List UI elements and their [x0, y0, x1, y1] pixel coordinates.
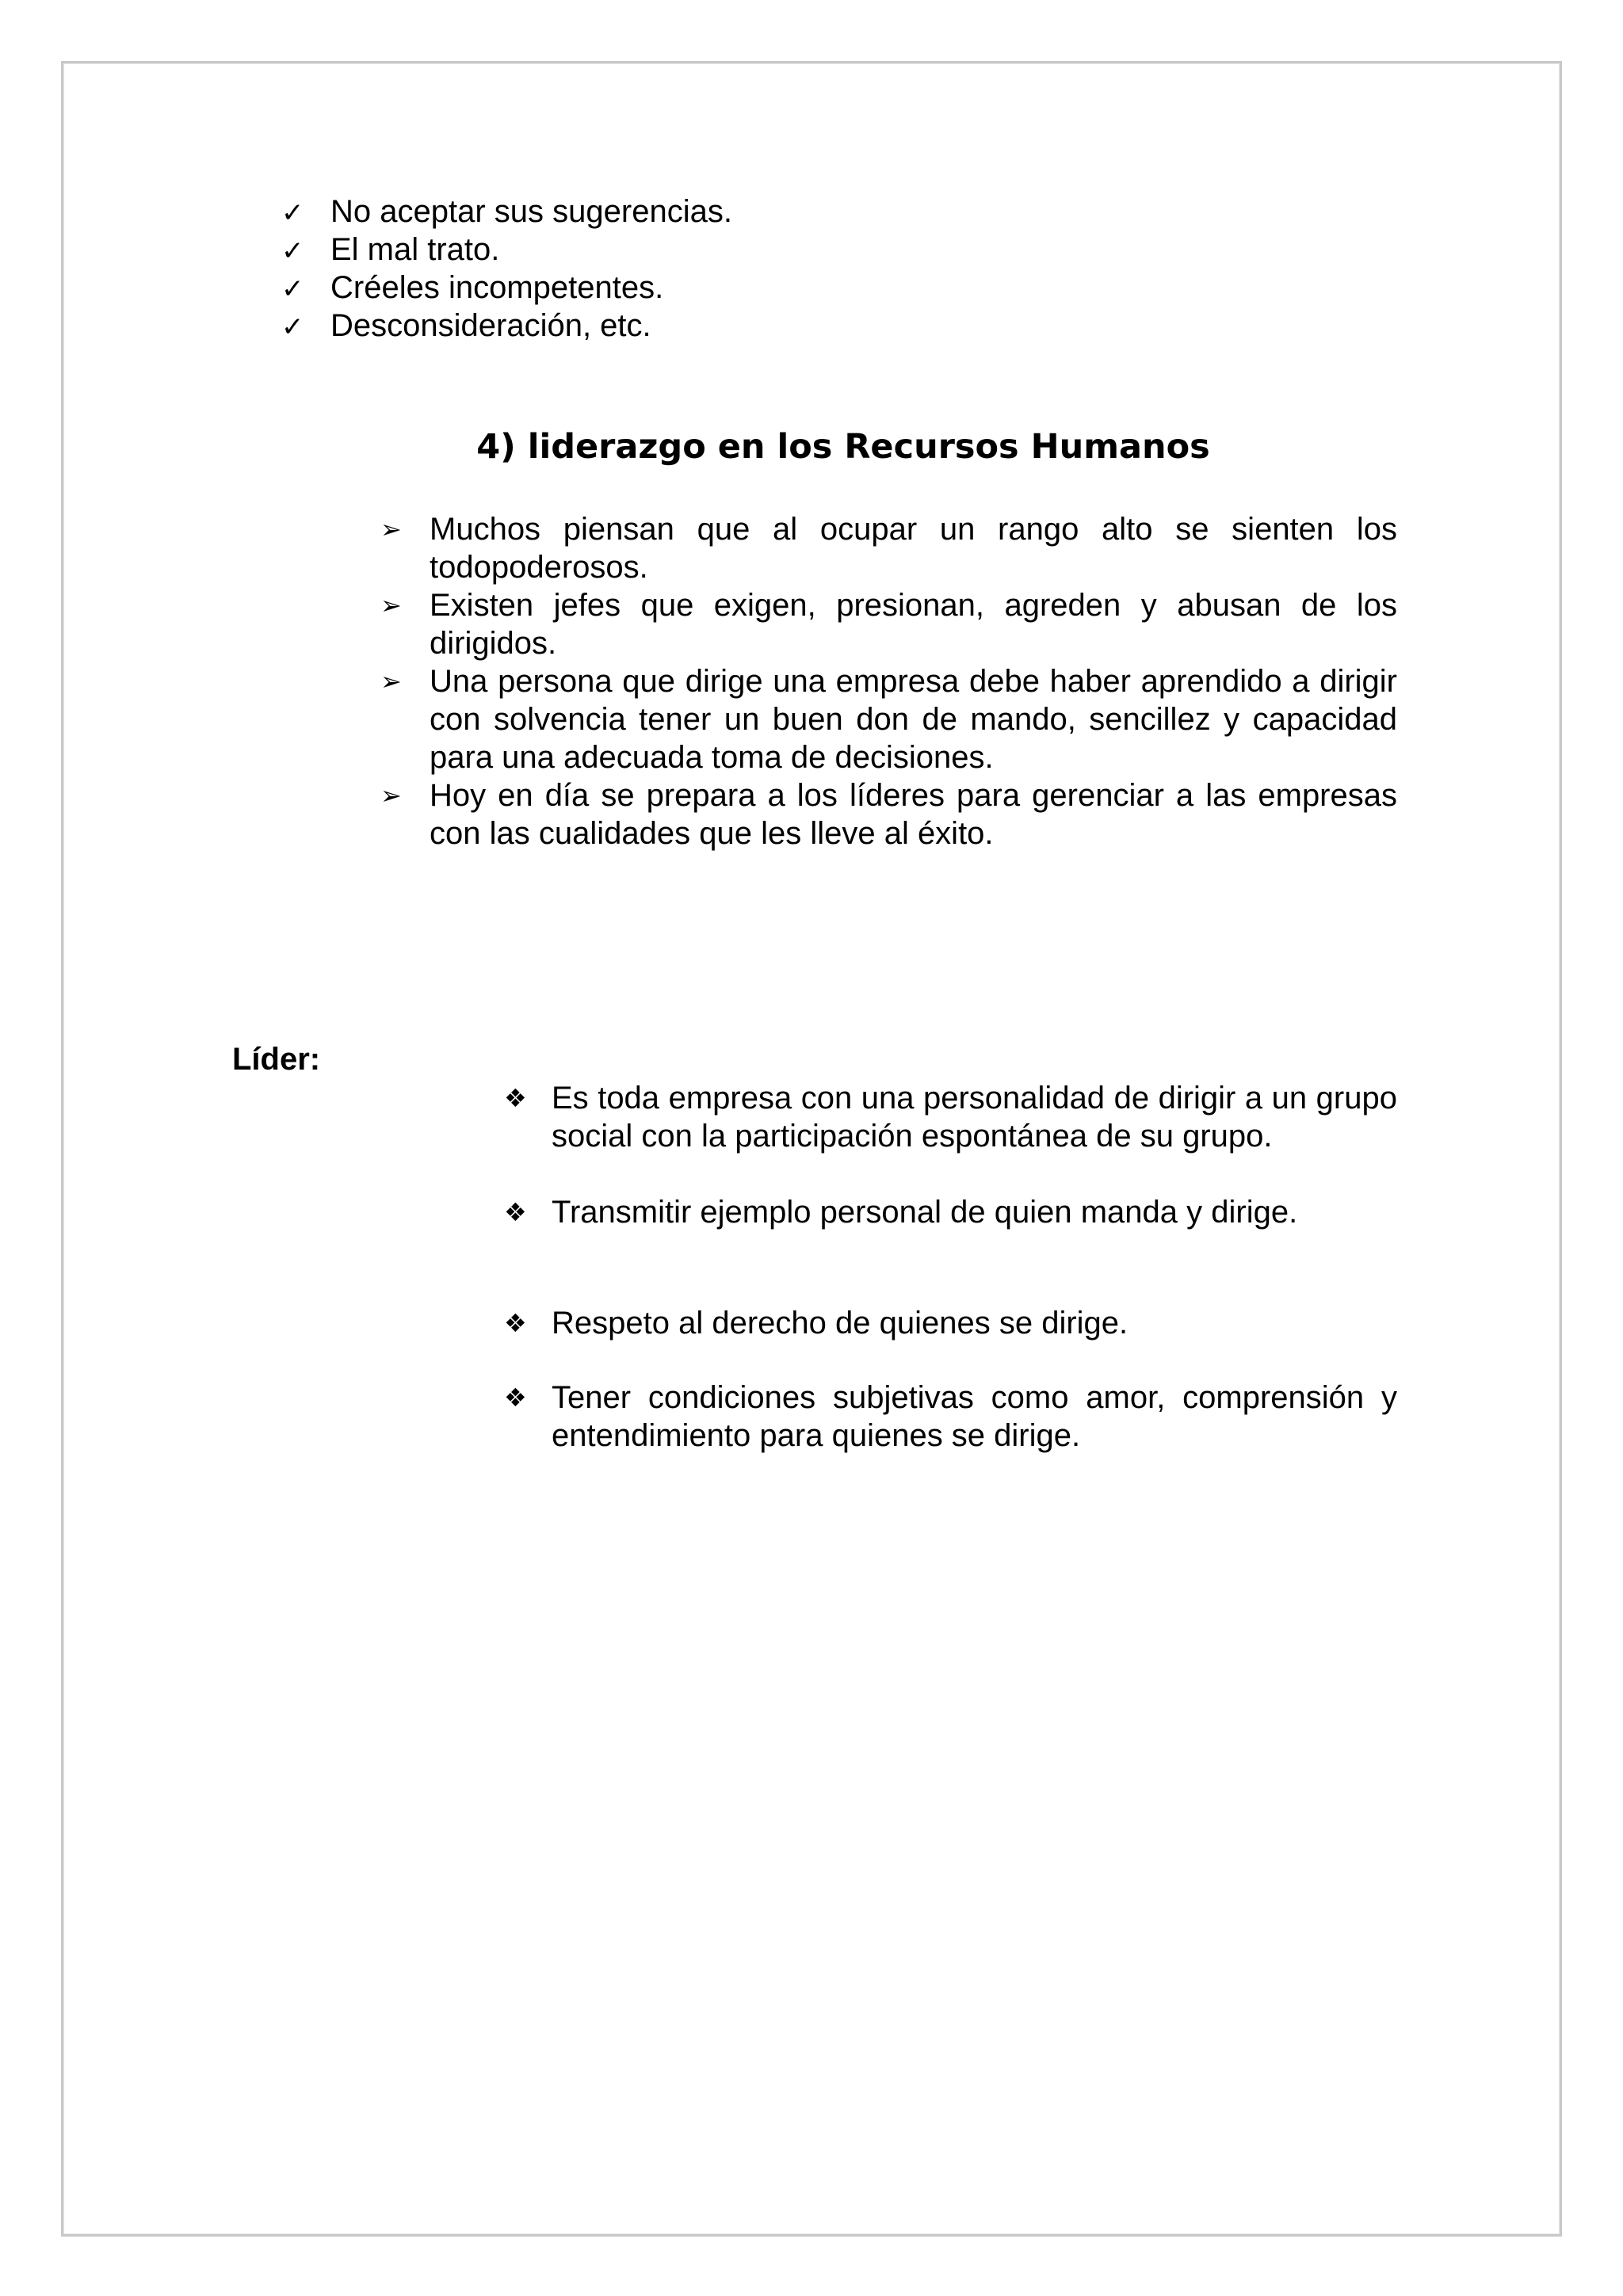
diamond-bullet-icon: ❖ — [504, 1383, 527, 1413]
diamond-bullet-icon: ❖ — [504, 1083, 527, 1113]
arrow-bullet-icon: ➢ — [380, 590, 402, 620]
arrow-bullet-icon: ➢ — [380, 780, 402, 810]
check-list — [281, 193, 732, 345]
list-item — [380, 586, 1397, 662]
check-item-text: Créeles incompetentes. — [330, 270, 664, 305]
arrow-item-text: Muchos piensan que al ocupar un rango alto se sienten los todopoderosos. — [430, 512, 1397, 585]
diamond-item-text: Es toda empresa con una personalidad de dirigir a un grupo social con la participación espontánea de su grupo. — [552, 1081, 1397, 1154]
arrow-bullet-icon: ➢ — [380, 666, 402, 696]
list-item — [504, 1379, 1397, 1455]
list-item — [504, 1304, 1397, 1342]
diamond-item-text: Respeto al derecho de quienes se dirige. — [552, 1306, 1128, 1341]
diamond-bullet-icon: ❖ — [504, 1308, 527, 1338]
arrow-item-text: Hoy en día se prepara a los líderes para gerenciar a las empresas con las cualidades que les lleve al éxito. — [430, 778, 1397, 851]
check-item-text: El mal trato. — [330, 232, 500, 267]
check-icon: ✓ — [281, 273, 304, 305]
section-title: 4) liderazgo en los Recursos Humanos — [476, 427, 1210, 467]
list-item — [281, 307, 732, 345]
check-icon: ✓ — [281, 235, 304, 267]
list-item — [504, 1193, 1397, 1231]
lider-label: Líder: — [232, 1042, 321, 1077]
arrow-bullet-icon: ➢ — [380, 514, 402, 544]
list-item — [504, 1079, 1397, 1155]
check-item-text: Desconsideración, etc. — [330, 308, 651, 343]
list-item — [281, 269, 732, 307]
arrow-list — [380, 510, 1397, 852]
diamond-item-text: Tener condiciones subjetivas como amor, comprensión y entendimiento para quienes se dirige. — [552, 1380, 1397, 1453]
arrow-item-text: Existen jefes que exigen, presionan, agreden y abusan de los dirigidos. — [430, 588, 1397, 661]
diamond-item-text: Transmitir ejemplo personal de quien manda y dirige. — [552, 1195, 1298, 1230]
check-icon: ✓ — [281, 197, 304, 229]
diamond-bullet-icon: ❖ — [504, 1197, 527, 1227]
arrow-item-text: Una persona que dirige una empresa debe haber aprendido a dirigir con solvencia tener un buen don de mando, sencillez y capacidad para una adecuada toma de decisiones. — [430, 664, 1397, 775]
check-icon: ✓ — [281, 311, 304, 343]
list-item — [281, 231, 732, 269]
list-item — [380, 662, 1397, 776]
list-item — [380, 776, 1397, 852]
list-item — [281, 193, 732, 231]
list-item — [380, 510, 1397, 586]
check-item-text: No aceptar sus sugerencias. — [330, 194, 732, 229]
